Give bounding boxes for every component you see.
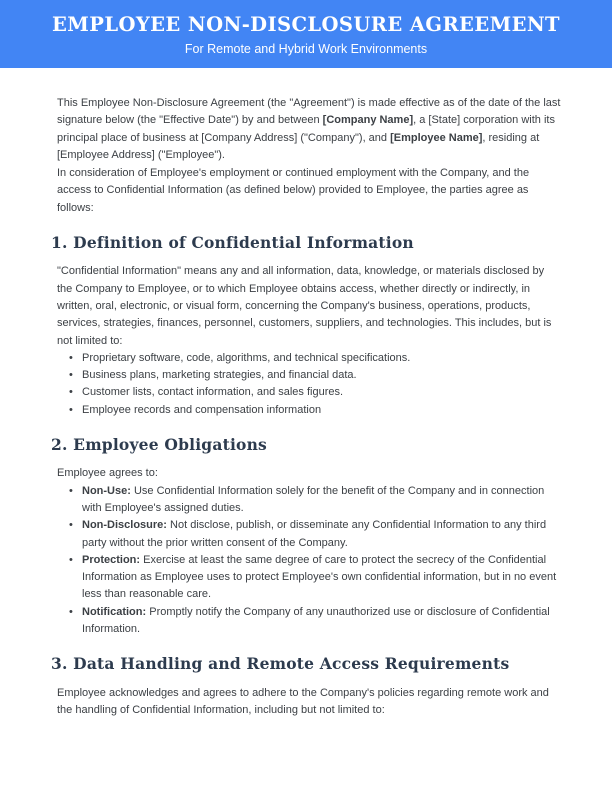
section-1-heading: 1. Definition of Confidential Information [51, 233, 414, 253]
bullet-lead: Protection: [82, 553, 141, 566]
text-segment: This Employee Non-Disclosure Agreement (the "Agreement") is made effective as of the date of the last signature below (the "Effective Date") by and between [57, 97, 561, 127]
text-segment: , a [State] corporation with its principal place of business at [Company Address] ("Company"), and [57, 114, 555, 144]
bullet-lead: Notification: [82, 605, 147, 618]
intro-paragraph-2: In consideration of Employee's employment or continued employment with the Company, and the access to Confidential Information (as defined below) provided to Employee, the parties agree as follows: [57, 167, 530, 214]
bullet-text: Exercise at least the same degree of care to protect the secrecy of the Confidential Information as Employee uses to protect Employee's own confidential information, but in no event less than reasonable care. [82, 553, 557, 601]
section-1-body: "Confidential Information" means any and all information, data, knowledge, or materials disclosed by the Company to Employee, or to which Employee obtains access, whether directly or indirectly, in written, oral, electronic, or visual form, concerning the Company's business, operations, products, services, strategies, finances, personnel, customers, suppliers, and technologies. This includes, but is not limited to: [57, 265, 552, 347]
bullet-lead: Non-Disclosure: [82, 519, 167, 532]
list-item [82, 552, 561, 604]
section-1-bullet-list [57, 350, 561, 419]
list-item: • Customer lists, contact information, and sales figures. [82, 384, 561, 401]
list-item [82, 483, 561, 518]
section-3-body: Employee acknowledges and agrees to adhere to the Company's policies regarding remote work and the handling of Confidential Information, including but not limited to: [57, 686, 549, 716]
bullet-text: Use Confidential Information solely for the benefit of the Company and in connection with Employee's assigned duties. [82, 484, 545, 514]
list-item: • Business plans, marketing strategies, and financial data. [82, 367, 561, 384]
document-body [0, 68, 612, 719]
employee-name-placeholder: [Employee Name] [390, 131, 483, 144]
bullet-text: Promptly notify the Company of any unauthorized use or disclosure of Confidential Information. [82, 605, 550, 636]
bullet-text: Not disclose, publish, or disseminate any Confidential Information to any third party without the prior written consent of the Company. [82, 519, 547, 549]
list-item: • Employee records and compensation information [82, 402, 561, 419]
intro-paragraph-1 [57, 95, 561, 164]
document-title: EMPLOYEE NON-DISCLOSURE AGREEMENT [52, 13, 560, 36]
list-item: • Proprietary software, code, algorithms, and technical specifications. [82, 350, 561, 367]
section-3-heading: 3. Data Handling and Remote Access Requirements [51, 654, 510, 674]
list-item [82, 517, 561, 552]
document-subtitle: For Remote and Hybrid Work Environments [184, 42, 428, 56]
section-2-bullet-list [57, 483, 561, 639]
section-2-body: Employee agrees to: [57, 467, 158, 480]
section-2-heading: 2. Employee Obligations [51, 435, 267, 455]
text-segment: , residing at [Employee Address] ("Employee"). [57, 131, 540, 161]
company-name-placeholder: [Company Name] [322, 114, 414, 127]
list-item [82, 604, 561, 639]
bullet-lead: Non-Use: [82, 484, 131, 497]
document-header [0, 0, 612, 68]
